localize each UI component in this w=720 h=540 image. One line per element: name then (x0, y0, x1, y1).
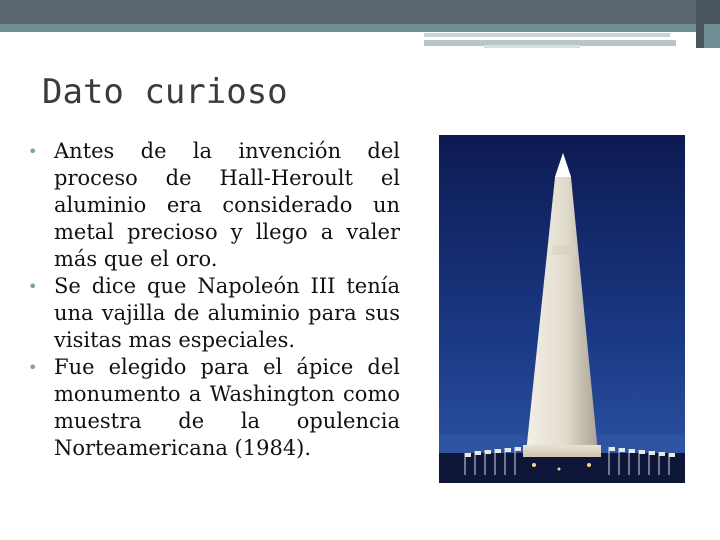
top-bar-right-teal (704, 24, 720, 48)
accent-line (424, 33, 670, 37)
bullet-item (28, 273, 400, 354)
bullet-item (28, 354, 400, 462)
bullet-list (28, 138, 400, 462)
accent-line (484, 45, 580, 48)
washington-monument-photo (439, 135, 685, 483)
bullet-icon: • (28, 358, 38, 377)
top-bar-teal (0, 24, 720, 32)
bullet-text: Antes de la invención del proceso de Hall-Heroult el aluminio era considerado un metal precioso y llego a valer más que el oro. (54, 139, 400, 271)
bullet-icon: • (28, 142, 38, 161)
bullet-item (28, 138, 400, 273)
slide-title: Dato curioso (42, 72, 288, 112)
bullet-text: Se dice que Napoleón III tenía una vajilla de aluminio para sus visitas mas especiales. (54, 274, 400, 352)
bullet-icon: • (28, 277, 38, 296)
top-bar-dark (0, 0, 696, 24)
bullet-text: Fue elegido para el ápice del monumento a Washington como muestra de la opulencia Norteamericana (1984). (54, 355, 400, 460)
